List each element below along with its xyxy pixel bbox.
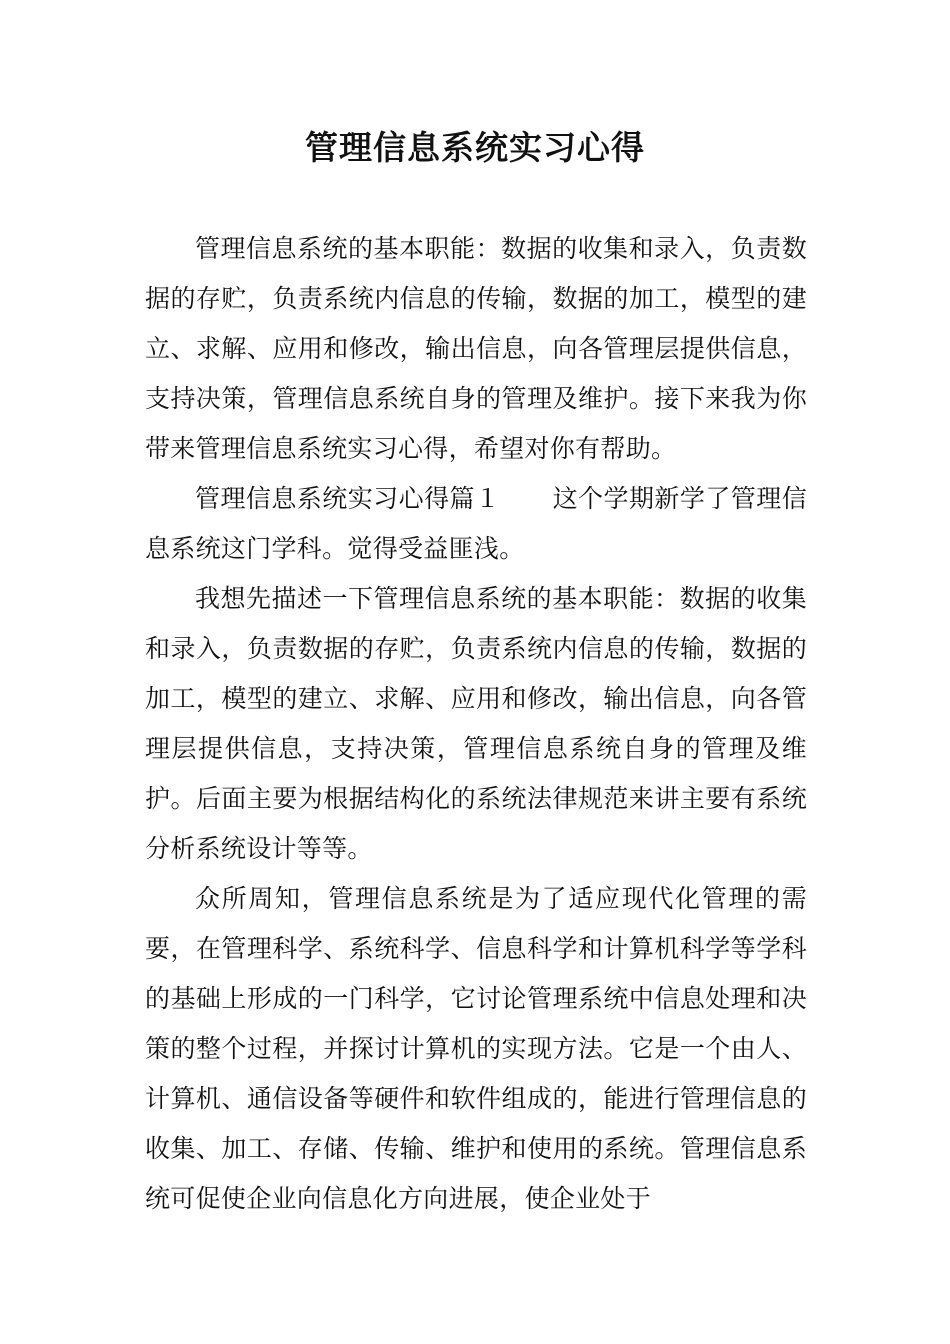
document-body (145, 224, 807, 1224)
paragraph-basic-functions: 我想先描述一下管理信息系统的基本职能：数据的收集和录入，负责数据的存贮，负责系统内信息的传输，数据的加工，模型的建立、求解、应用和修改，输出信息，向各管理层提供信息，支持决策，管理信息系统自身的管理及维护。后面主要为根据结构化的系统法律规范来讲主要有系统分析系统设计等等。 (145, 584, 807, 863)
paragraph-section-1 (145, 474, 807, 574)
paragraph-overview: 众所周知，管理信息系统是为了适应现代化管理的需要，在管理科学、系统科学、信息科学和计算机科学等学科的基础上形成的一门科学，它讨论管理系统中信息处理和决策的整个过程，并探讨计算机的实现方法。它是一个由人、计算机、通信设备等硬件和软件组成的，能进行管理信息的收集、加工、存储、传输、维护和使用的系统。管理信息系统可促使企业向信息化方向进展，使企业处于 (145, 884, 807, 1213)
section-intro-text: 这个学期新学了管理信息系统这门学科。觉得受益匪浅。 (145, 484, 807, 563)
section-heading: 管理信息系统实习心得篇１ (195, 484, 501, 513)
paragraph-intro: 管理信息系统的基本职能：数据的收集和录入，负责数据的存贮，负责系统内信息的传输，数据的加工，模型的建立、求解、应用和修改，输出信息，向各管理层提供信息，支持决策，管理信息系统自身的管理及维护。接下来我为你带来管理信息系统实习心得，希望对你有帮助。 (145, 234, 807, 463)
document-title: 管理信息系统实习心得 (305, 128, 645, 167)
